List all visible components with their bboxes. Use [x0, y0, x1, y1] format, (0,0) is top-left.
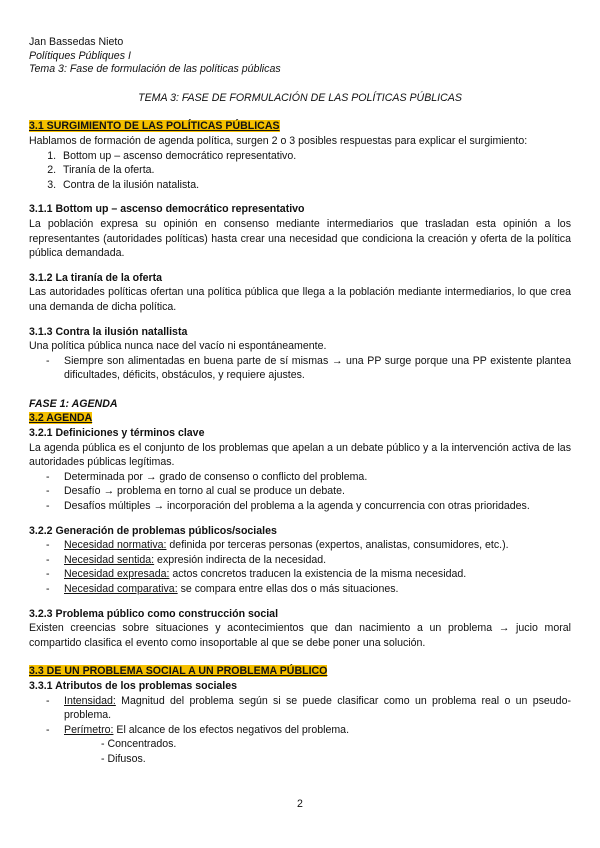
- section-3-1-heading: 3.1 SURGIMIENTO DE LAS POLÍTICAS PÚBLICAS: [29, 120, 280, 133]
- section-3-1-2-text: Las autoridades políticas ofertan una política pública que llega a la población mediante intermediarios, lo que crea una demanda de dicha política.: [29, 286, 571, 313]
- section-3-3-1-heading: 3.3.1 Atributos de los problemas sociales: [29, 679, 238, 692]
- section-3-1-1-text: La población expresa su opinión en consenso mediante intermediarios que trasladan esta opinión a los representantes (autoridades políticas) hasta crear una necesidad que condiciona la creación y oferta de la política pública demandada.: [29, 217, 571, 260]
- list-item: 1. Bottom up – ascenso democrático representativo.: [59, 149, 571, 164]
- phase-heading: FASE 1: AGENDA: [29, 397, 118, 410]
- section-3-3-heading: 3.3 DE UN PROBLEMA SOCIAL A UN PROBLEMA PÚBLICO: [29, 665, 328, 678]
- section-3-1-intro: Hablamos de formación de agenda política, surgen 2 o 3 posibles respuestas para explicar el surgimiento:: [29, 134, 528, 147]
- list-item: - Determinada por → grado de consenso o conflicto del problema.: [29, 470, 571, 485]
- section-3-2-3-heading: 3.2.3 Problema público como construcción social: [29, 607, 279, 620]
- section-3-1-3-text: Una política pública nunca nace del vacío ni espontáneamente.: [29, 340, 327, 353]
- list-item: 2. Tiranía de la oferta.: [59, 163, 571, 178]
- section-3-2-2-heading: 3.2.2 Generación de problemas públicos/sociales: [29, 524, 277, 537]
- section-3-1-3-list: [29, 354, 571, 383]
- list-item: - Necesidad normativa: definida por terceras personas (expertos, analistas, consumidores, etc.).: [29, 538, 571, 553]
- perimeter-sublist: [29, 737, 571, 766]
- document-header: [29, 36, 571, 77]
- list-item: - Concentrados.: [101, 738, 177, 751]
- page-number: 2: [297, 798, 303, 810]
- list-item: - Perímetro: El alcance de los efectos negativos del problema.: [29, 723, 571, 738]
- document-title: TEMA 3: FASE DE FORMULACIÓN DE LAS POLÍTICAS PÚBLICAS: [138, 91, 462, 104]
- section-3-2-1-list: [29, 470, 571, 514]
- course-name: Polítiques Públiques I: [29, 49, 131, 62]
- list-item: - Necesidad expresada: actos concretos traducen la existencia de la misma necesidad.: [29, 567, 571, 582]
- document-page: [29, 36, 571, 767]
- author-name: Jan Bassedas Nieto: [29, 36, 124, 48]
- section-3-2-1-heading: 3.2.1 Definiciones y términos clave: [29, 427, 205, 440]
- section-3-1-1-heading: 3.1.1 Bottom up – ascenso democrático representativo: [29, 203, 305, 216]
- section-3-2-1-text: La agenda pública es el conjunto de los problemas que apelan a un debate público y a la intervención activa de las autoridades públicas legítimas.: [29, 441, 571, 469]
- topic-name: Tema 3: Fase de formulación de las políticas públicas: [29, 63, 281, 76]
- section-3-2-2-list: [29, 538, 571, 596]
- section-3-1-list: [29, 149, 571, 193]
- section-3-1-2-heading: 3.1.2 La tiranía de la oferta: [29, 271, 163, 284]
- list-item: - Siempre son alimentadas en buena parte de sí mismas → una PP surge porque una PP existente plantea dificultades, déficits, obstáculos, y requiere ajustes.: [29, 354, 571, 383]
- list-item: 3. Contra de la ilusión natalista.: [59, 178, 571, 193]
- section-3-2-heading: 3.2 AGENDA: [29, 412, 93, 425]
- list-item: - Necesidad comparativa: se compara entre ellas dos o más situaciones.: [29, 582, 571, 597]
- list-item: - Necesidad sentida: expresión indirecta de la necesidad.: [29, 553, 571, 568]
- list-item: - Difusos.: [101, 752, 146, 765]
- list-item: - Intensidad: Magnitud del problema según si se puede clasificar como un problema real o un pseudo-problema.: [29, 694, 571, 723]
- list-item: - Desafíos múltiples → incorporación del problema a la agenda y concurrencia con otras prioridades.: [29, 499, 571, 514]
- section-3-1-3-heading: 3.1.3 Contra la ilusión natallista: [29, 325, 188, 338]
- list-item: - Desafío → problema en torno al cual se produce un debate.: [29, 484, 571, 499]
- section-3-3-1-list: [29, 694, 571, 738]
- section-3-2-3-text: Existen creencias sobre situaciones y acontecimientos que dan nacimiento a un problema → jucio moral compartido clasifica el evento como insoportable al que se debe poner una solución.: [29, 622, 571, 649]
